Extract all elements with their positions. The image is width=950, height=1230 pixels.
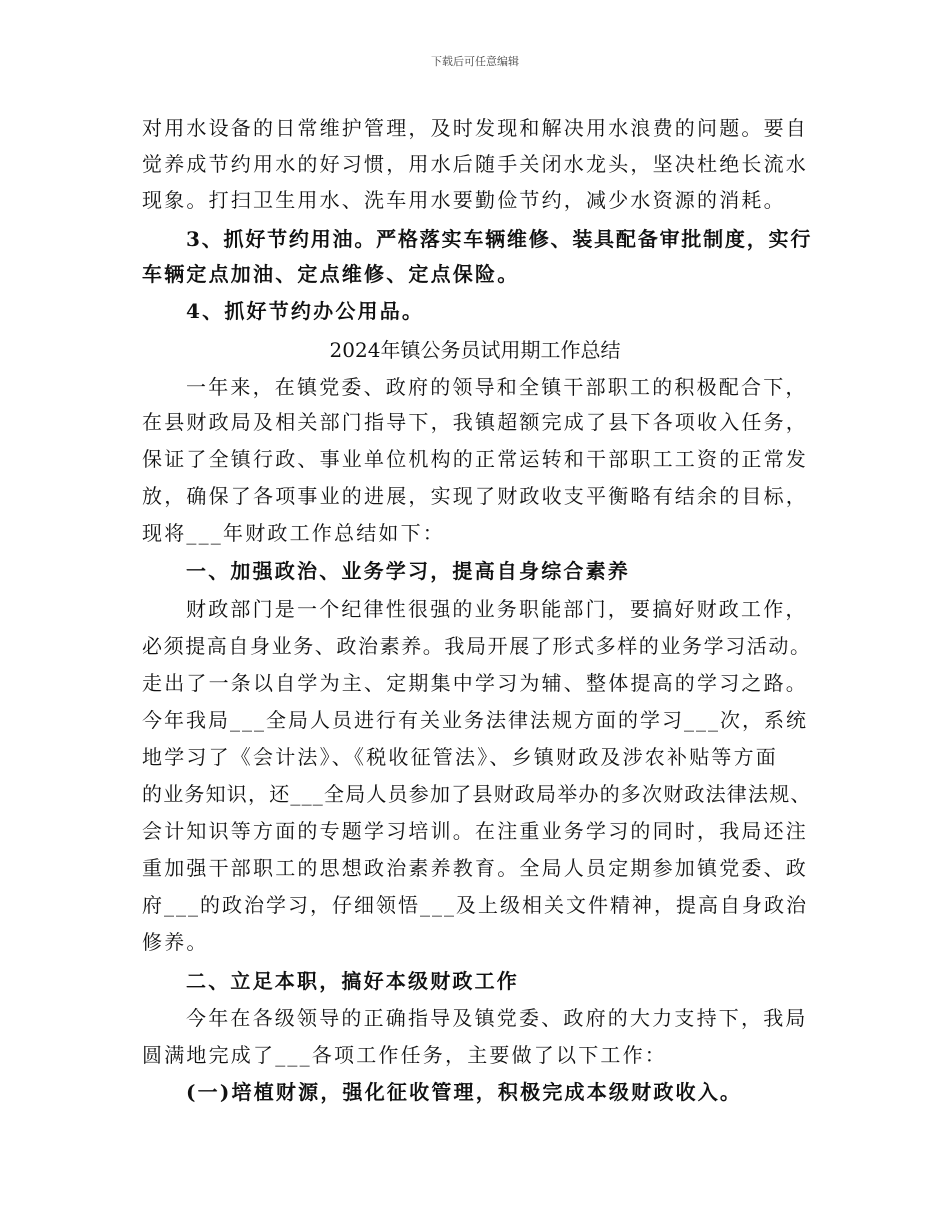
paragraph-line: 必须提高自身业务、政治素养。我局开展了形式多样的业务学习活动。 [142, 634, 812, 658]
page-header: 下载后可任意编辑 [431, 55, 519, 68]
paragraph-line: 现将___年财政工作总结如下： [142, 521, 445, 545]
document-title: 2024年镇公务员试用期工作总结 [329, 338, 621, 362]
paragraph-line: 一年来，在镇党委、政府的领导和全镇干部职工的积极配合下， [186, 375, 808, 399]
paragraph-line: 会计知识等方面的专题学习培训。在注重业务学习的同时，我局还注 [142, 819, 808, 843]
section-item-3: 3、抓好节约用油。严格落实车辆维修、装具配备审批制度，实行 [186, 227, 813, 251]
paragraph-line: 府___的政治学习，仔细领悟___及上级相关文件精神，提高自身政治 [142, 893, 808, 917]
paragraph-line: 放，确保了各项事业的进展，实现了财政收支平衡略有结余的目标， [142, 484, 808, 508]
section-item-4: 4、抓好节约办公用品。 [186, 299, 425, 323]
paragraph-line: 现象。打扫卫生用水、洗车用水要勤俭节约，减少水资源的消耗。 [142, 188, 786, 212]
section-heading-1: 一、加强政治、业务学习，提高自身综合素养 [186, 559, 630, 583]
paragraph-line: 地学习了《会计法》、《税收征管法》、乡镇财政及涉农补贴等方面 [142, 745, 778, 769]
paragraph-line: 重加强干部职工的思想政治素养教育。全局人员定期参加镇党委、政 [142, 856, 808, 880]
paragraph-line: 财政部门是一个纪律性很强的业务职能部门，要搞好财政工作， [186, 597, 808, 621]
paragraph-line: 对用水设备的日常维护管理，及时发现和解决用水浪费的问题。要自 [142, 116, 808, 140]
paragraph-line: 今年在各级领导的正确指导及镇党委、政府的大力支持下，我局 [186, 1006, 808, 1030]
paragraph-line: 修养。 [142, 930, 209, 954]
paragraph-line: 在县财政局及相关部门指导下，我镇超额完成了县下各项收入任务， [142, 410, 808, 434]
paragraph-line: 圆满地完成了___各项工作任务，主要做了以下工作： [142, 1043, 667, 1067]
paragraph-line: 觉养成节约用水的好习惯，用水后随手关闭水龙头，坚决杜绝长流水 [142, 152, 808, 176]
section-item-3-continued: 车辆定点加油、定点维修、定点保险。 [142, 262, 520, 286]
subsection-heading-1: (一)培植财源，强化征收管理，积极完成本级财政收入。 [186, 1080, 743, 1104]
paragraph-line: 的业务知识，还___全局人员参加了县财政局举办的多次财政法律法规、 [142, 782, 812, 806]
paragraph-line: 保证了全镇行政、事业单位机构的正常运转和干部职工工资的正常发 [142, 447, 808, 471]
paragraph-line: 走出了一条以自学为主、定期集中学习为辅、整体提高的学习之路。 [142, 671, 808, 695]
paragraph-line: 今年我局___全局人员进行有关业务法律法规方面的学习___次，系统 [142, 708, 808, 732]
section-heading-2: 二、立足本职，搞好本级财政工作 [186, 969, 519, 993]
